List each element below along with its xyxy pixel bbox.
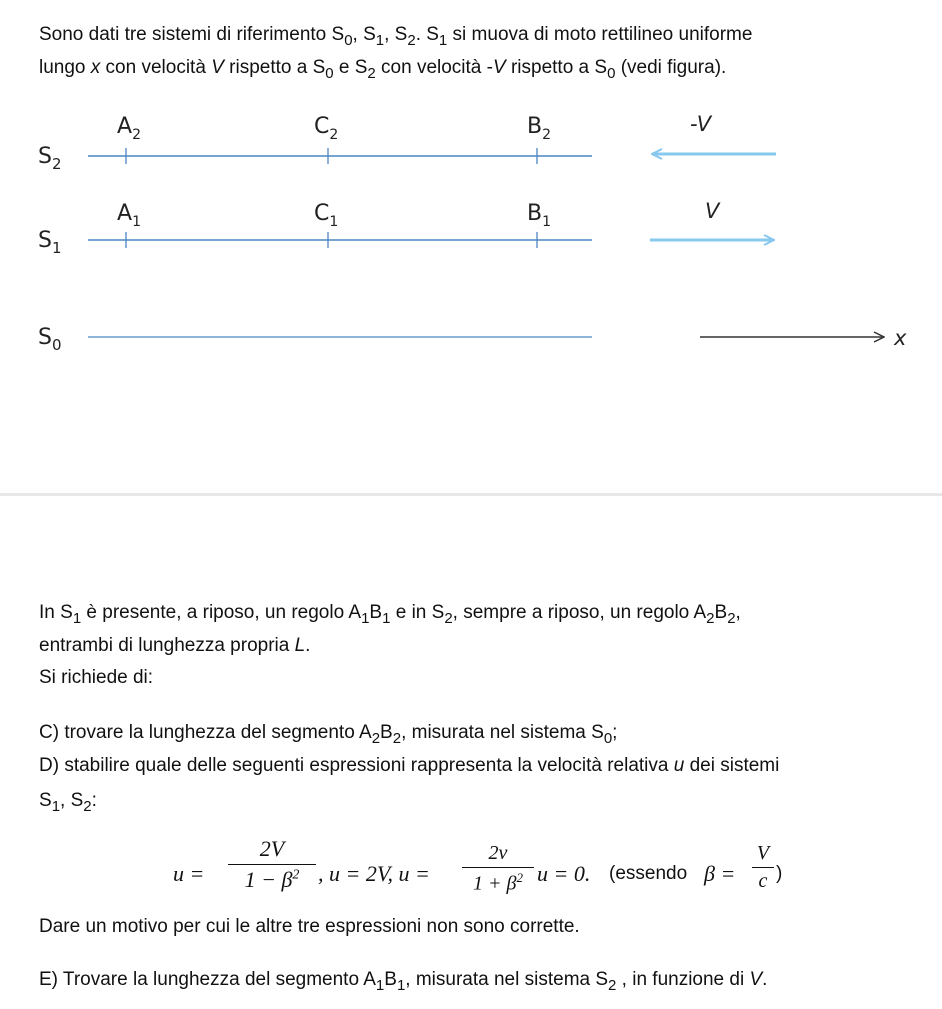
point-a2-label: $A_2$ bbox=[117, 114, 141, 143]
fraction-v-over-c: V c bbox=[752, 842, 774, 893]
body-dare: Dare un motivo per cui le altre tre espressioni non sono corrette. bbox=[39, 916, 580, 937]
point-a1-label: $A_1$ bbox=[117, 201, 141, 230]
formula-close-paren: ) bbox=[776, 863, 783, 884]
velocity-s1-label: V bbox=[705, 199, 720, 223]
formula-beta-eq: β = bbox=[704, 861, 736, 886]
intro-line-2: lungo x con velocità V rispetto a $S_0$ e $S_2$ con velocità -V rispetto a $S_0$ (vedi figura). bbox=[39, 57, 727, 82]
velocity-s2-label: -V bbox=[690, 112, 712, 136]
reference-frames-figure bbox=[0, 95, 942, 395]
frame-s2-row bbox=[38, 112, 776, 173]
question-c: C) trovare la lunghezza del segmento $A_2B_2$, misurata nel sistema $S_0$; bbox=[39, 722, 618, 747]
formula-tail: u = 0. bbox=[537, 861, 591, 886]
frame-s0-label: $S_0$ bbox=[38, 325, 62, 354]
body-request: Si richiede di: bbox=[39, 667, 154, 688]
intro-line-1: Sono dati tre sistemi di riferimento $S_0$, $S_1$, $S_2$. $S_1$ si muova di moto rettilineo uniforme bbox=[39, 24, 753, 49]
fraction-2v-over-1-minus-beta2: 2V $1 - \beta^2$ bbox=[228, 836, 316, 893]
fraction-2v-over-1-plus-beta2: 2v $1 + \beta^2$ bbox=[462, 842, 534, 896]
formula-u-eq: u = bbox=[173, 861, 205, 886]
frame-s0-row bbox=[38, 325, 907, 354]
question-d-line-1: D) stabilire quale delle seguenti espressioni rappresenta la velocità relativa u dei sistemi bbox=[39, 755, 780, 776]
question-d-line-2: $S_1$, $S_2$: bbox=[39, 790, 97, 815]
point-b2-label: $B_2$ bbox=[527, 114, 552, 143]
formula-essendo: (essendo bbox=[609, 863, 688, 884]
point-c1-label: $C_1$ bbox=[314, 201, 339, 230]
body-p1-line-1: In $S_1$ è presente, a riposo, un regolo $A_1B_1$ e in $S_2$, sempre a riposo, un regolo $A_2B_2$, bbox=[39, 602, 741, 627]
point-c2-label: $C_2$ bbox=[314, 114, 339, 143]
section-divider bbox=[0, 493, 942, 496]
point-b1-label: $B_1$ bbox=[527, 201, 552, 230]
frame-s1-row bbox=[38, 199, 774, 257]
x-axis-label: x bbox=[894, 326, 907, 350]
frame-s1-label: $S_1$ bbox=[38, 228, 62, 257]
body-p1-line-2: entrambi di lunghezza propria L. bbox=[39, 635, 311, 656]
question-e: E) Trovare la lunghezza del segmento $A_1B_1$, misurata nel sistema $S_2$ , in funzione di V. bbox=[39, 969, 768, 994]
formula-middle: , u = 2V, u = bbox=[318, 861, 430, 886]
frame-s2-label: $S_2$ bbox=[38, 144, 62, 173]
